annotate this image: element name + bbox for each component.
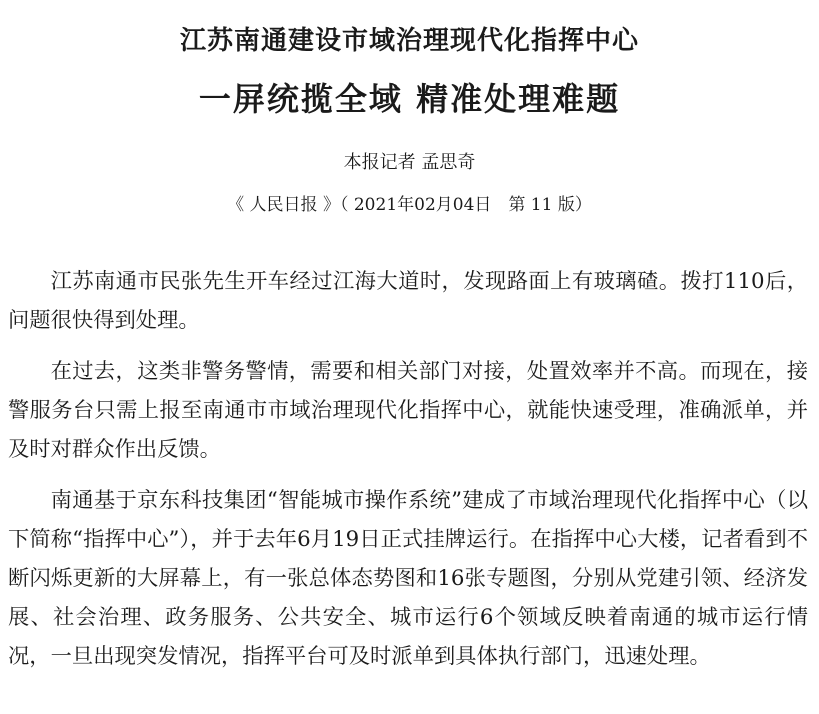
article-headline: 一屏统揽全域 精准处理难题 bbox=[198, 80, 621, 118]
article-kicker: 江苏南通建设市域治理现代化指挥中心 bbox=[179, 26, 639, 56]
article-paragraph: 南通基于京东科技集团“智能城市操作系统”建成了市域治理现代化指挥中心（以下简称“指挥中心”），并于去年6月19日正式挂牌运行。在指挥中心大楼，记者看到不断闪烁更新的大屏幕上，有一张总体态势图和16张专题图，分别从党建引领、经济发展、社会治理、政务服务、公共安全、城市运行6个领域反映着南通的城市运行情况，一旦出现突发情况，指挥平台可及时派单到具体执行部门，迅速处理。 bbox=[8, 488, 808, 669]
article-paragraph: 江苏南通市民张先生开车经过江海大道时，发现路面上有玻璃碴。拨打110后，问题很快得到处理。 bbox=[8, 269, 808, 333]
article-paragraph: 在过去，这类非警务警情，需要和相关部门对接，处置效率并不高。而现在，接警服务台只需上报至南通市市域治理现代化指挥中心，就能快速受理，准确派单，并及时对群众作出反馈。 bbox=[8, 359, 808, 462]
article-source: 《 人民日报 》（ 2021年02月04日 第 11 版） bbox=[227, 195, 592, 215]
article-byline: 本报记者 孟思奇 bbox=[343, 152, 476, 173]
article-body bbox=[8, 262, 808, 688]
